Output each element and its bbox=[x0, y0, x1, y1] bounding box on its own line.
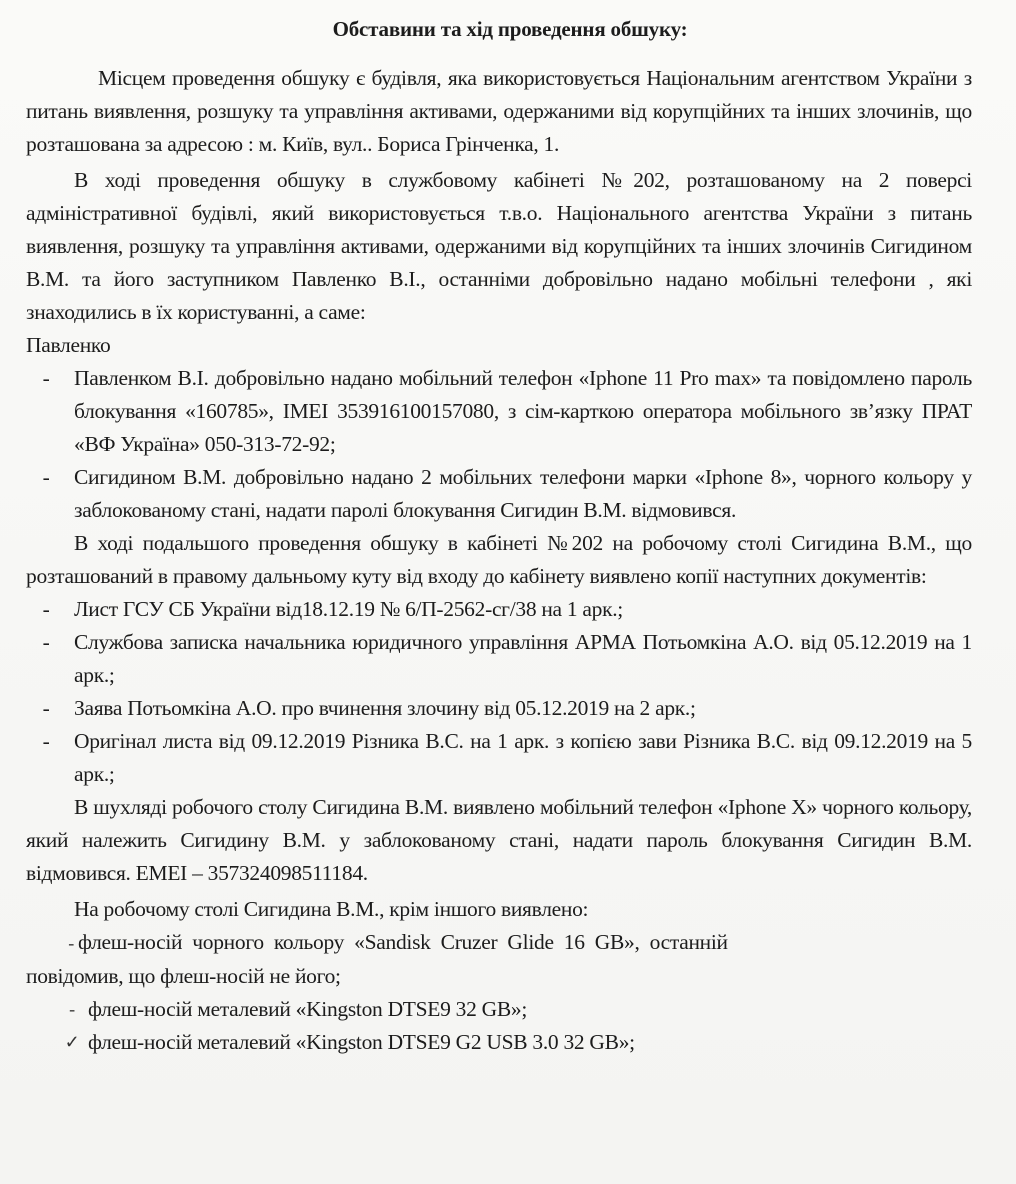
list-item-text: Заява Потьомкіна А.О. про вчинення злочину від 05.12.2019 на 2 арк.; bbox=[74, 696, 696, 720]
list-item-continuation: повідомив, що флеш-носій не його; bbox=[26, 964, 341, 988]
list-item-text: Службова записка начальника юридичного управління АРМА Потьомкіна А.О. від 05.12.2019 на 1 арк.; bbox=[74, 630, 972, 687]
list-item bbox=[26, 593, 972, 626]
list-item-text: Оригінал листа від 09.12.2019 Різника В.С. на 1 арк. з копією зави Різника В.С. від 09.12.2019 на 5 арк.; bbox=[74, 729, 972, 786]
bullet-dash: - bbox=[42, 465, 50, 489]
list-item-text: флеш-носій металевий «Kingston DTSE9 G2 USB 3.0 32 GB»; bbox=[88, 1030, 635, 1054]
check-mark-icon: ✓ bbox=[64, 1032, 80, 1052]
list-item bbox=[26, 993, 972, 1026]
list-item bbox=[26, 725, 972, 791]
paragraph-desk-items: На робочому столі Сигидина В.М., крім іншого виявлено: bbox=[74, 897, 589, 921]
paragraph-desk-documents: В ході подальшого проведення обшуку в кабінеті №202 на робочому столі Сигидина В.М., що розташований в правому дальньому куту від входу до кабінету виявлено копії наступних документів: bbox=[26, 531, 972, 588]
bullet-dash: - bbox=[42, 729, 50, 753]
bullet-dash: - bbox=[42, 366, 50, 390]
list-item-text: флеш-носій чорного кольору «Sandisk Cruzer Glide 16 GB», останній bbox=[78, 930, 728, 954]
list-item bbox=[26, 362, 972, 461]
list-item-text: флеш-носій металевий «Kingston DTSE9 32 GB»; bbox=[88, 997, 528, 1021]
list-item bbox=[26, 692, 972, 725]
documents-list bbox=[26, 593, 972, 791]
list-item-text: Лист ГСУ СБ України від18.12.19 № 6/П-2562-сг/38 на 1 арк.; bbox=[74, 597, 623, 621]
label-pavlenko: Павленко bbox=[26, 333, 111, 357]
phones-list bbox=[26, 362, 972, 527]
flash-drives-list bbox=[26, 926, 972, 1059]
list-item-text: Сигидином В.М. добровільно надано 2 мобільних телефони марки «Iphone 8», чорного кольору у заблокованому стані, надати паролі блокування Сигидин В.М. відмовився. bbox=[74, 465, 972, 522]
handwritten-mark-icon: - bbox=[68, 933, 74, 953]
handwritten-mark-icon: - bbox=[69, 999, 75, 1019]
bullet-dash: - bbox=[42, 696, 50, 720]
list-item-text: Павленком В.І. добровільно надано мобільний телефон «Iphone 11 Pro max» та повідомлено пароль блокування «160785», IMEI 353916100157080, з сім-карткою оператора мобільного зв’язку ПРАТ «ВФ Україна» 050-313-72-92; bbox=[74, 366, 972, 456]
bullet-dash: - bbox=[42, 597, 50, 621]
paragraph-drawer-phone: В шухляді робочого столу Сигидина В.М. виявлено мобільний телефон «Iphone X» чорного кольору, який належить Сигидину В.М. у заблокованому стані, надати пароль блокування Сигидин В.М. відмовився. ЕМЕІ – 357324098511184. bbox=[26, 795, 972, 885]
paragraph-location: Місцем проведення обшуку є будівля, яка використовується Національним агентством України з питань виявлення, розшуку та управління активами, одержаними від корупційних та інших злочинів, що розташована за адресою : м. Київ, вул.. Бориса Грінченка, 1. bbox=[26, 66, 972, 156]
document-title: Обставини та хід проведення обшуку: bbox=[332, 17, 688, 41]
list-item bbox=[26, 1026, 972, 1059]
list-item bbox=[26, 461, 972, 527]
paragraph-search-office: В ході проведення обшуку в службовому кабінеті №202, розташованому на 2 поверсі адміністративної будівлі, який використовується т.в.о. Національного агентства України з питань виявлення, розшуку та управління активами, одержаними від корупційних та інших злочинів Сигидином В.М. та його заступником Павленко В.І., останніми добровільно надано мобільні телефони , які знаходились в їх користуванні, а саме: bbox=[26, 168, 972, 324]
list-item bbox=[26, 626, 972, 692]
bullet-dash: - bbox=[42, 630, 50, 654]
list-item bbox=[26, 926, 972, 993]
